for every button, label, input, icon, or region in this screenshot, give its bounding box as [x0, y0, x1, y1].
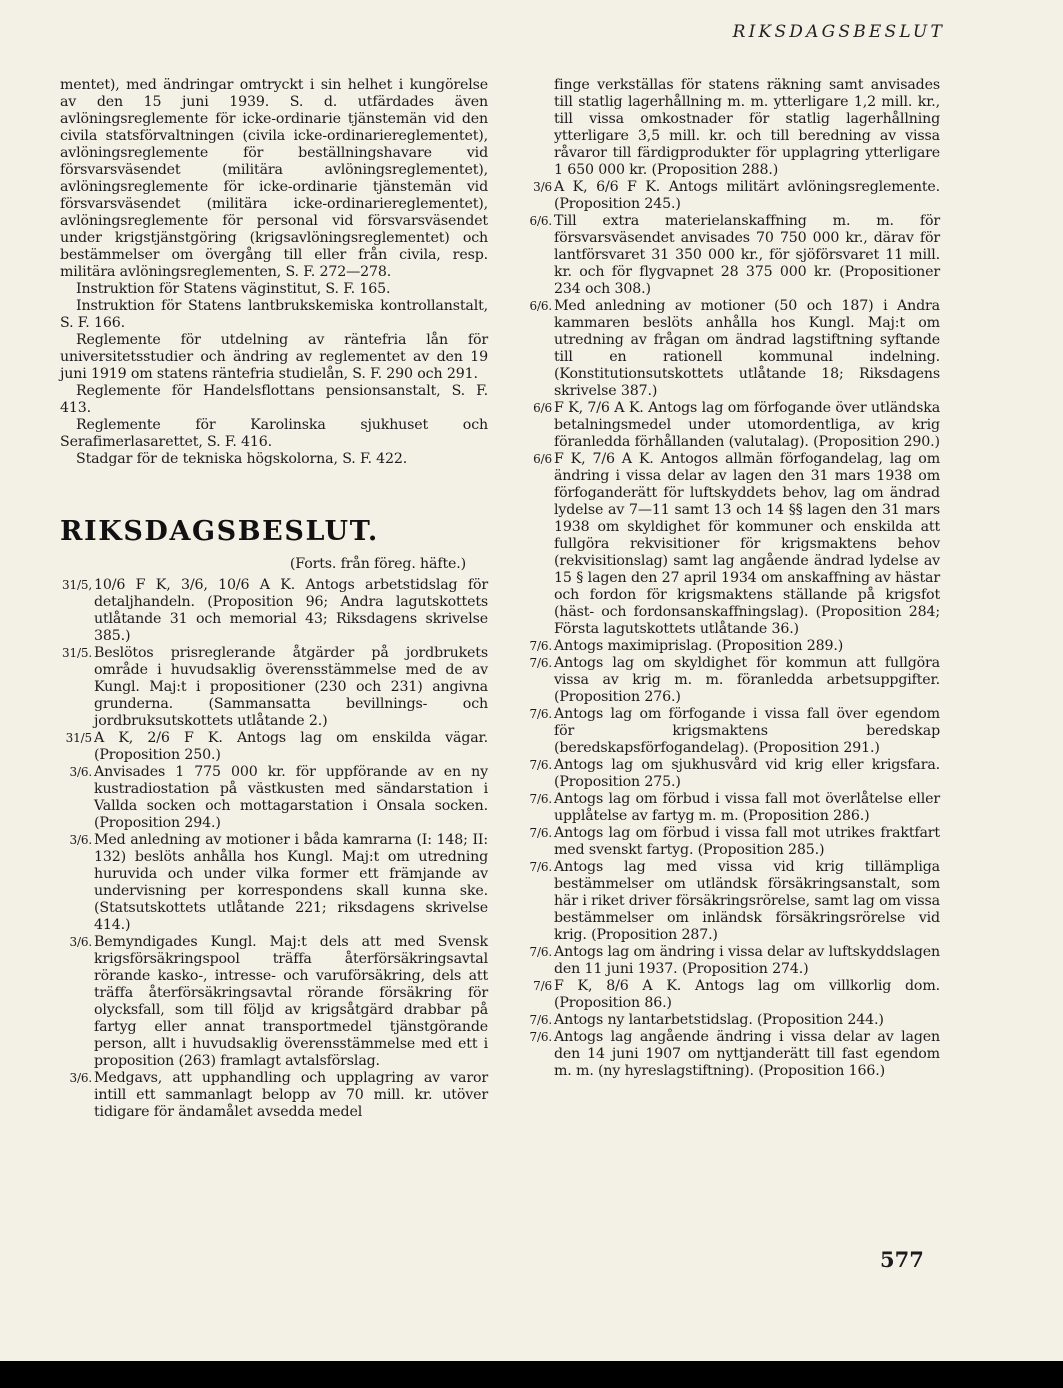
entry-date: 7/6. [529, 1030, 552, 1044]
decision-entry [60, 577, 488, 645]
right-column [520, 77, 940, 1080]
decision-entry [520, 757, 940, 791]
entry-text: A K, 2/6 F K. Antogs lag om enskilda vägar. (Proposition 250.) [94, 730, 488, 763]
decision-entry [520, 1012, 940, 1029]
decision-entry [520, 944, 940, 978]
decision-entry [60, 934, 488, 1070]
entry-date: 7/6. [529, 758, 552, 772]
decision-entry [60, 1070, 488, 1121]
entry-date: 6/6. [529, 299, 552, 313]
entry-date: 7/6 [533, 979, 552, 993]
paragraph: Instruktion för Statens väginstitut, S. F. 165. [76, 281, 391, 297]
section-title: RIKSDAGSBESLUT. [60, 516, 379, 547]
entry-date: 6/6. [529, 214, 552, 228]
decision-entry [520, 978, 940, 1012]
entry-date: 31/5 [65, 731, 92, 745]
decision-entry [520, 825, 940, 859]
entry-date: 3/6. [69, 765, 92, 779]
entry-date: 31/5, [61, 578, 92, 592]
entry-text: Antogs lag med vissa vid krig tillämpliga bestämmelser om utländsk försäkringsanstalt, som här i riket driver försäkringsrörelse, samt lag om vissa bestämmelser om inländsk försäkringsrörelse vid krig. (Proposition 287.) [554, 859, 940, 943]
paragraph: Stadgar för de tekniska högskolorna, S. F. 422. [76, 451, 408, 467]
entry-date: 7/6. [529, 826, 552, 840]
running-head: RIKSDAGSBESLUT [732, 22, 945, 42]
entry-text: Antogs ny lantarbetstidslag. (Proposition 244.) [554, 1012, 884, 1028]
page-number: 577 [880, 1247, 924, 1272]
entry-text: Bemyndigades Kungl. Maj:t dels att med Svensk krigsförsäkringspool träffa återförsäkringsavtal rörande kasko-, intresse- och varuförsäkring, dels att träffa återförsäkringsavtal rörande försäkring för olycksfall, som till följd av krigsåtgärd drabbar på fartyg eller annat transportmedel tjänstgörande person, allt i huvudsaklig överensstämmelse med ett i proposition (263) framlagt avtalsförslag. [94, 934, 488, 1069]
entry-text: 10/6 F K, 3/6, 10/6 A K. Antogs arbetstidslag för detaljhandeln. (Proposition 96; Andra lagutskottets utlåtande 31 och memorial 43; Riksdagens skrivelse 385.) [94, 577, 488, 644]
paragraph: Reglemente för Karolinska sjukhuset och Serafimerlasarettet, S. F. 416. [60, 417, 488, 450]
entry-date: 3/6. [69, 935, 92, 949]
entry-date: 7/6. [529, 1013, 552, 1027]
entry-text: F K, 7/6 A K. Antogs lag om förfogande över utländska betalningsmedel under utomordentliga, av krig föranledda förhållanden (valutalag). (Proposition 290.) [554, 400, 940, 450]
paragraph: Reglemente för Handelsflottans pensionsanstalt, S. F. 413. [60, 383, 488, 416]
entry-text: Antogs lag om förbud i vissa fall mot överlåtelse eller upplåtelse av fartyg m. m. (Proposition 286.) [554, 791, 940, 824]
entry-text: A K, 6/6 F K. Antogs militärt avlöningsreglemente. (Proposition 245.) [554, 179, 940, 212]
decision-entry [520, 213, 940, 298]
entry-date: 7/6. [529, 639, 552, 653]
entry-text: Antogs lag om sjukhusvård vid krig eller krigsfara. (Proposition 275.) [554, 757, 940, 790]
entry-text: Med anledning av motioner (50 och 187) i Andra kammaren beslöts anhålla hos Kungl. Maj:t om utredning av frågan om ändrad lagstiftning syftande till en rationell kommunal indelning. (Konstitutionsutskottets utlåtande 18; Riksdagens skrivelse 387.) [554, 298, 940, 399]
entry-date: 3/6. [69, 1071, 92, 1085]
decision-entry [60, 645, 488, 730]
decision-entry [60, 730, 488, 764]
decision-entry [520, 179, 940, 213]
entry-text: Antogs lag om skyldighet för kommun att fullgöra vissa av krig m. m. föranledda arbetsuppgifter. (Proposition 276.) [554, 655, 940, 705]
entry-text: Med anledning av motioner i båda kamrarna (I: 148; II: 132) beslöts anhålla hos Kungl. Maj:t om utredning huruvida och under vilka former ett främjande av undervisning per korrespondens skall kunna ske. (Statsutskottets utlåtande 221; riksdagens skrivelse 414.) [94, 832, 488, 933]
paragraph: Instruktion för Statens lantbrukskemiska kontrollanstalt, S. F. 166. [60, 298, 488, 331]
entry-date: 7/6. [529, 945, 552, 959]
entry-text: F K, 7/6 A K. Antogos allmän förfogandelag, lag om ändring i vissa delar av lagen den 31 mars 1938 om förfoganderätt för luftskyddets behov, lag om ändrad lydelse av 7—11 samt 13 och 14 §§ lagen den 31 mars 1938 om skyldighet för kommuner och enskilda att fullgöra rekvisitioner för krigsmaktens behov (rekvisitionslag) samt lag angående ändrad lydelse av 15 § lagen den 27 april 1934 om anskaffning av hästar och fordon för krigsmaktens ställande på krigsfot (häst- och fordonsanskaffningslag). (Proposition 284; Första lagutskottets utlåtande 36.) [554, 451, 940, 637]
entry-date: 7/6. [529, 656, 552, 670]
continued-note: (Forts. från föreg. häfte.) [289, 556, 466, 572]
decision-entry [520, 451, 940, 638]
left-column [60, 77, 488, 1121]
entry-date: 3/6 [533, 180, 552, 194]
entry-date: 31/5. [61, 646, 92, 660]
decision-entry [520, 638, 940, 655]
entry-text: Medgavs, att upphandling och upplagring av varor intill ett sammanlagt belopp av 70 mill. kr. utöver tidigare för ändamålet avsedda medel [94, 1070, 488, 1120]
entry-date: 6/6 [533, 401, 552, 415]
entry-date: 3/6. [69, 833, 92, 847]
continuation-entry [520, 77, 940, 179]
entry-text: Anvisades 1 775 000 kr. för uppförande av en ny kustradiostation på västkusten med sändarstation i Vallda socken och mottagarstation i Onsala socken. (Proposition 294.) [94, 764, 488, 831]
entry-text: Antogs maximiprislag. (Proposition 289.) [554, 638, 844, 654]
decision-entry [520, 791, 940, 825]
entry-text: Beslötos prisreglerande åtgärder på jordbrukets område i huvudsaklig överensstämmelse med de av Kungl. Maj:t i propositioner (230 och 231) angivna grunderna. (Sammansatta bevillnings- och jordbruksutskottets utlåtande 2.) [94, 645, 488, 729]
entry-date: 7/6. [529, 860, 552, 874]
decision-entry [60, 832, 488, 934]
entry-date: 6/6 [533, 452, 552, 466]
entry-text: finge verkställas för statens räkning samt anvisades till statlig lagerhållning m. m. ytterligare 1,2 mill. kr., till vissa omkostnader för statlig lagerhållning ytterligare 3,5 mill. kr. och till beredning av vissa råvaror till färdigprodukter för upplagring ytterligare 1 650 000 kr. (Proposition 288.) [554, 77, 940, 178]
paragraph: Reglemente för utdelning av räntefria lån för universitetsstudier och ändring av reglementet av den 19 juni 1919 om statens räntefria studielån, S. F. 290 och 291. [60, 332, 488, 382]
decision-entry [520, 298, 940, 400]
entry-text: Antogs lag om förfogande i vissa fall över egendom för krigsmaktens beredskap (beredskapsförfogandelag). (Proposition 291.) [554, 706, 940, 756]
decision-entry [520, 706, 940, 757]
entry-text: Antogs lag om förbud i vissa fall mot utrikes fraktfart med svenskt fartyg. (Proposition 285.) [554, 825, 940, 858]
entry-text: F K, 8/6 A K. Antogs lag om villkorlig dom. (Proposition 86.) [554, 978, 940, 1011]
paragraph: mentet), med ändringar omtryckt i sin helhet i kungörelse av den 15 juni 1939. S. d. utfärdades även avlöningsreglemente för icke-ordinarie tjänstemän vid den civila statsförvaltningen (civila icke-ordinariereglementet), avlöningsreglemente för beställningshavare vid försvarsväsendet (militära avlöningsreglementet), avlöningsreglemente för icke-ordinarie tjänstemän vid försvarsväsendet (militära icke-ordinariereglementet), avlöningsreglemente för personal vid försvarsväsendet under krigstjänstgöring (krigsavlöningsreglementet) och bestämmelser om övergång till eller från civila, resp. militära avlöningsreglementen, S. F. 272—278. [60, 77, 488, 280]
decision-entry [520, 1029, 940, 1080]
decision-entry [520, 859, 940, 944]
decision-entry [520, 400, 940, 451]
entry-date: 7/6. [529, 792, 552, 806]
scan-edge [0, 1361, 1063, 1388]
decision-entry [520, 655, 940, 706]
entry-text: Till extra materielanskaffning m. m. för försvarsväsendet anvisades 70 750 000 kr., därav för lantförsvaret 31 350 000 kr., för sjöförsvaret 11 mill. kr. och för flygvapnet 28 375 000 kr. (Propositioner 234 och 308.) [554, 213, 940, 297]
entry-text: Antogs lag om ändring i vissa delar av luftskyddslagen den 11 juni 1937. (Proposition 274.) [554, 944, 940, 977]
entry-date: 7/6. [529, 707, 552, 721]
decision-entry [60, 764, 488, 832]
entry-text: Antogs lag angående ändring i vissa delar av lagen den 14 juni 1907 om nyttjanderätt till fast egendom m. m. (ny hyreslagstiftning). (Proposition 166.) [554, 1029, 940, 1079]
